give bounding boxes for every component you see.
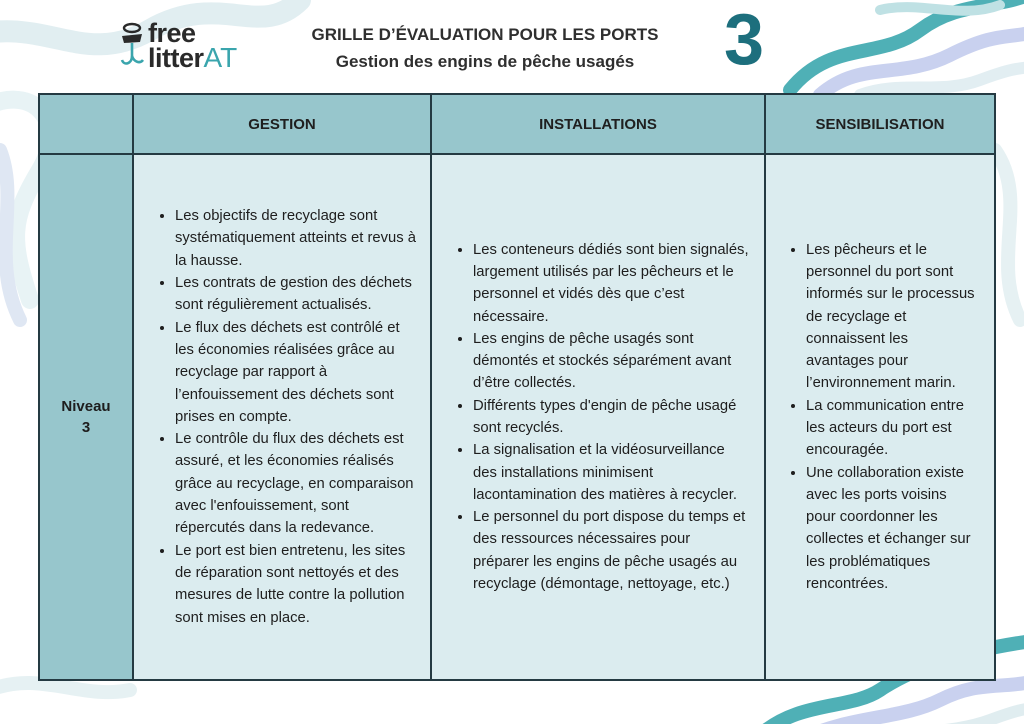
- installations-list: [432, 239, 764, 596]
- fishing-hook-icon: [118, 22, 148, 70]
- row-label-niveau: Niveau 3: [39, 154, 133, 680]
- logo-word-free: free: [148, 18, 196, 48]
- cell-sensibilisation: [765, 154, 995, 680]
- list-item: • Les objectifs de recyclage sont systématiquement atteints et revus à la hausse.: [175, 205, 416, 272]
- level-row: [39, 154, 995, 680]
- list-item: • La signalisation et la vidéosurveillance des installations minimisent lacontamination des matières à recycler.: [473, 439, 750, 506]
- list-item: • Les contrats de gestion des déchets sont régulièrement actualisés.: [175, 272, 416, 317]
- list-item: • La communication entre les acteurs du port est encouragée.: [806, 395, 976, 462]
- list-item: • Les pêcheurs et le personnel du port sont informés sur le processus de recyclage et connaissent les avantages pour l’environnement marin.: [806, 239, 976, 395]
- list-item: • Le contrôle du flux des déchets est assuré, et les économies réalisés grâce au recyclage, en comparaison avec l'enfouissement, sont répercutés dans la redevance.: [175, 428, 416, 539]
- list-item: • Le personnel du port dispose du temps et des ressources nécessaires pour préparer les engins de pêche usagés au recyclage (démontage, nettoyage, etc.): [473, 506, 750, 595]
- list-item: • Les conteneurs dédiés sont bien signalés, largement utilisés par les pêcheurs et le personnel et vidés dès que c’est nécessaire.: [473, 239, 750, 328]
- list-item: • Différents types d'engin de pêche usagé sont recyclés.: [473, 395, 750, 440]
- cell-installations: [431, 154, 765, 680]
- page-title: GRILLE D’ÉVALUATION POUR LES PORTS: [311, 25, 659, 44]
- freelitterat-logo: [118, 20, 258, 72]
- corner-cell: [39, 94, 133, 154]
- list-item: • Les engins de pêche usagés sont démontés et stockés séparément avant d’être collectés.: [473, 328, 750, 395]
- level-number-badge: 3: [724, 0, 765, 80]
- column-header-gestion: GESTION: [133, 94, 431, 154]
- gestion-list: [134, 205, 430, 629]
- sensibilisation-list: [766, 239, 994, 596]
- list-item: • Le flux des déchets est contrôlé et les économies réalisées grâce au recyclage par rapport à l’enfouissement des déchets sont prises en compte.: [175, 317, 416, 428]
- header-row: [39, 94, 995, 154]
- column-header-installations: INSTALLATIONS: [431, 94, 765, 154]
- evaluation-grid: [38, 93, 996, 681]
- list-item: • Le port est bien entretenu, les sites de réparation sont nettoyés et des mesures de lutte contre la pollution sont mises en place.: [175, 540, 416, 629]
- logo-word-litter: litterAT: [148, 42, 238, 73]
- list-item: • Une collaboration existe avec les ports voisins pour coordonner les collectes et échanger sur les problématiques rencontrées.: [806, 462, 976, 596]
- page-subtitle: Gestion des engins de pêche usagés: [335, 52, 635, 71]
- cell-gestion: [133, 154, 431, 680]
- column-header-sensibilisation: SENSIBILISATION: [765, 94, 995, 154]
